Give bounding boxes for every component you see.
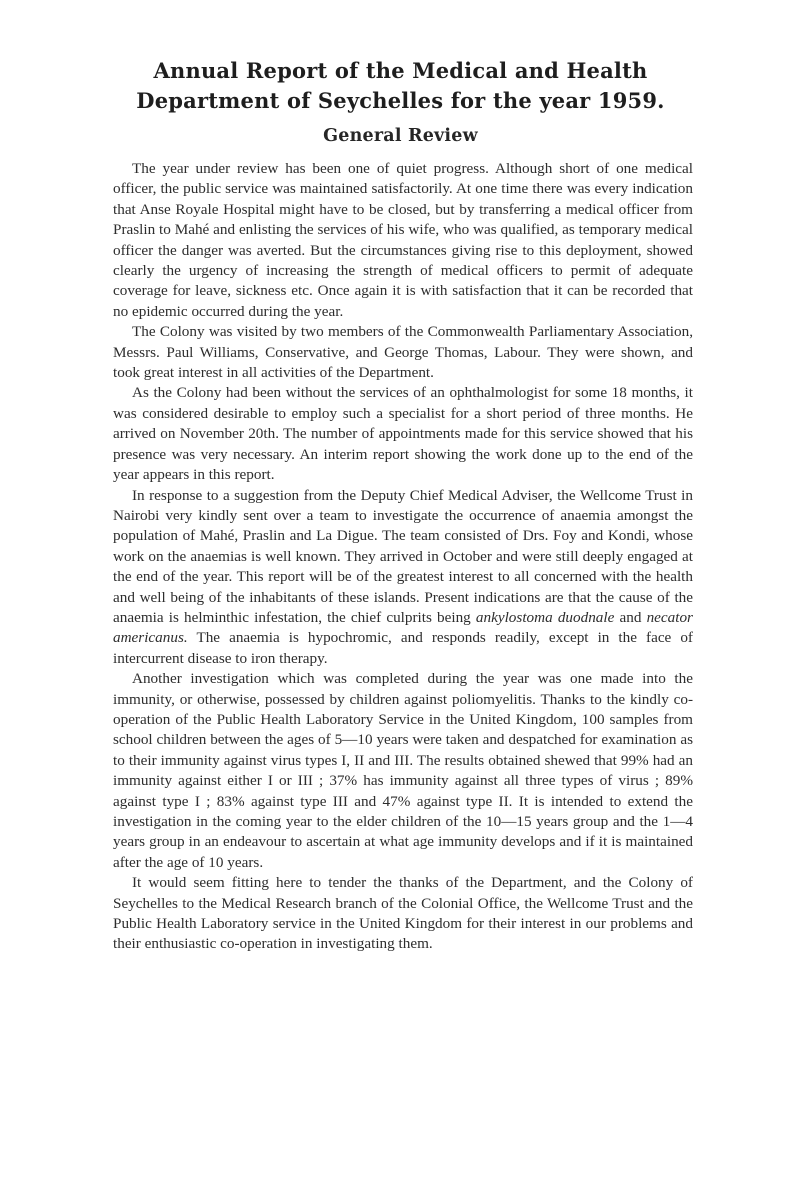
paragraph-review: The year under review has been one of quiet progress. Although short of one medical officer, the public service was maintained satisfactorily. At one time there was every indication that Anse Royale Hospital might have to be closed, but by transferring a medical officer from Praslin to Mahé and enlisting the services of his wife, who was qualified, as temporary medical officer the danger was averted. But the circumstances giving rise to this deployment, showed clearly the urgency of increasing the strength of medical officers to permit of adequate coverage for leave, sickness etc. Once again it is with satisfaction that it can be recorded that no epidemic occurred during the year.	[113, 160, 693, 320]
anaemia-italic-1: ankylostoma duodnale	[475, 608, 615, 626]
paragraph-visit: The Colony was visited by two members of the Commonwealth Parliamentary Association, Messrs. Paul Williams, Conservative, and George Thomas, Labour. They were shown, and took great interest in all activities of the Department.	[113, 323, 693, 382]
anaemia-text-before: In response to a suggestion from the Deputy Chief Medical Adviser, the Wellcome Trust in Nairobi very kindly sent over a team to investigate the occurrence of anaemia amongst the population of Mahé, Praslin and La Digue. The team consisted of Drs. Foy and Kondi, whose work on the anaemias is well known. They arrived in October and were still deeply engaged at the end of the year. This report will be of the greatest interest to all concerned with the health and well being of the inhabitants of these islands. Present indications are that the cause of the anaemia is helminthic infestation, the chief culprits being	[113, 486, 693, 626]
anaemia-text-after: The anaemia is hypochromic, and responds readily, except in the face of intercurrent disease to iron therapy.	[113, 629, 693, 667]
anaemia-text-middle: and	[614, 608, 647, 626]
body-text	[113, 159, 693, 955]
title-line-1: Annual Report of the Medical and Health	[153, 58, 648, 83]
paragraph-poliomyelitis: Another investigation which was completed during the year was one made into the immunity, or otherwise, possessed by children against poliomyelitis. Thanks to the kindly co-operation of the Public Health Laboratory Service in the United Kingdom, 100 samples from school children between the ages of 5—10 years were taken and despatched for examination as to their immunity against virus types I, II and III. The results obtained shewed that 99% had an immunity against either I or III ; 37% has immunity against all three types of virus ; 89% against type I ; 83% against type III and 47% against type II. It is intended to extend the investigation in the coming year to the elder children of the 10—15 years group and the 1—4 years group in an endeavour to ascertain at what age immunity develops and if it is maintained after the age of 10 years.	[113, 670, 693, 871]
anaemia-italic-2: necator americanus.	[113, 608, 693, 647]
paragraph-ophthalmologist: As the Colony had been without the services of an ophthalmologist for some 18 months, it was considered desirable to employ such a specialist for a short period of three months. He arrived on November 20th. The number of appointments made for this service showed that his presence was very necessary. An interim report showing the work done up to the end of the year appears in this report.	[113, 384, 693, 484]
title-line-2: Department of Seychelles for the year 1959.	[136, 88, 665, 113]
section-heading: General Review	[323, 126, 478, 146]
paragraph-anaemia	[113, 486, 693, 670]
paragraph-thanks: It would seem fitting here to tender the thanks of the Department, and the Colony of Seychelles to the Medical Research branch of the Colonial Office, the Wellcome Trust and the Public Health Laboratory service in the United Kingdom for their interest in our problems and their enthusiastic co-operation in investigating them.	[113, 874, 693, 953]
document-title	[70, 56, 731, 116]
